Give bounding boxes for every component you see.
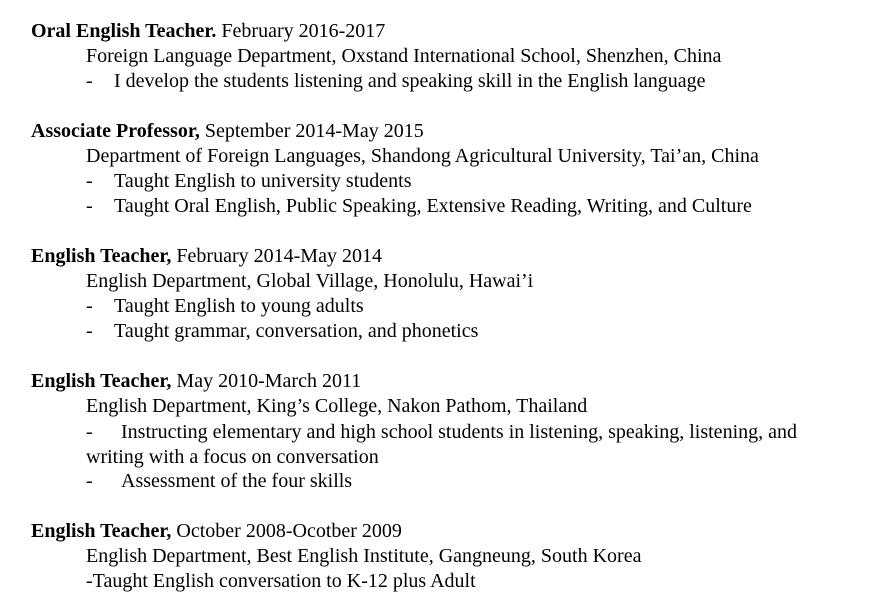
bullet-dash: - — [86, 421, 93, 443]
entry-organization: English Department, Best English Institute, Gangneung, South Korea — [86, 545, 642, 567]
bullet-text: I develop the students listening and speaking skill in the English language — [114, 70, 706, 92]
entry-dates: February 2014-May 2014 — [171, 245, 382, 267]
entry-dates: May 2010-March 2011 — [171, 370, 362, 392]
entry-bullet — [86, 294, 364, 319]
entry-organization: Foreign Language Department, Oxstand International School, Shenzhen, China — [86, 45, 722, 67]
entry-bullet: -Taught English conversation to K-12 plus Adult — [86, 570, 476, 592]
entry-organization: English Department, Global Village, Honolulu, Hawai’i — [86, 270, 534, 292]
bullet-text: Assessment of the four skills — [121, 470, 353, 492]
bullet-text: Taught English to young adults — [114, 295, 364, 317]
entry-role: English Teacher, — [31, 520, 172, 542]
entry-role: English Teacher, — [31, 370, 172, 392]
entry-dates: February 2016-2017 — [216, 20, 386, 42]
bullet-dash: - — [86, 320, 93, 342]
entry-title — [31, 119, 424, 144]
entry-bullet — [86, 420, 797, 445]
bullet-dash: - — [86, 70, 93, 92]
bullet-dash: - — [86, 170, 93, 192]
bullet-dash: - — [86, 295, 93, 317]
entry-bullet — [86, 469, 352, 494]
entry-role: Oral English Teacher. — [31, 20, 217, 42]
entry-role: Associate Professor, — [31, 120, 200, 142]
entry-bullet-continuation: writing with a focus on conversation — [86, 446, 379, 468]
entry-title — [31, 244, 382, 269]
entry-organization: Department of Foreign Languages, Shandong Agricultural University, Tai’an, China — [86, 145, 759, 167]
entry-bullet — [86, 69, 706, 94]
bullet-dash: - — [86, 470, 93, 492]
entry-bullet — [86, 169, 411, 194]
entry-dates: September 2014-May 2015 — [199, 120, 424, 142]
entry-bullet — [86, 319, 478, 344]
entry-title — [31, 519, 402, 544]
entry-bullet — [86, 194, 752, 219]
entry-role: English Teacher, — [31, 245, 172, 267]
entry-title — [31, 369, 361, 394]
bullet-dash: - — [86, 195, 93, 217]
bullet-text: Taught English to university students — [114, 170, 412, 192]
bullet-text: Taught grammar, conversation, and phonetics — [114, 320, 479, 342]
entry-dates: October 2008-Ocotber 2009 — [171, 520, 402, 542]
entry-organization: English Department, King’s College, Nakon Pathom, Thailand — [86, 395, 588, 417]
bullet-text: Instructing elementary and high school students in listening, speaking, listening, and — [121, 421, 797, 443]
entry-title — [31, 19, 385, 44]
bullet-text: Taught Oral English, Public Speaking, Extensive Reading, Writing, and Culture — [114, 195, 752, 217]
